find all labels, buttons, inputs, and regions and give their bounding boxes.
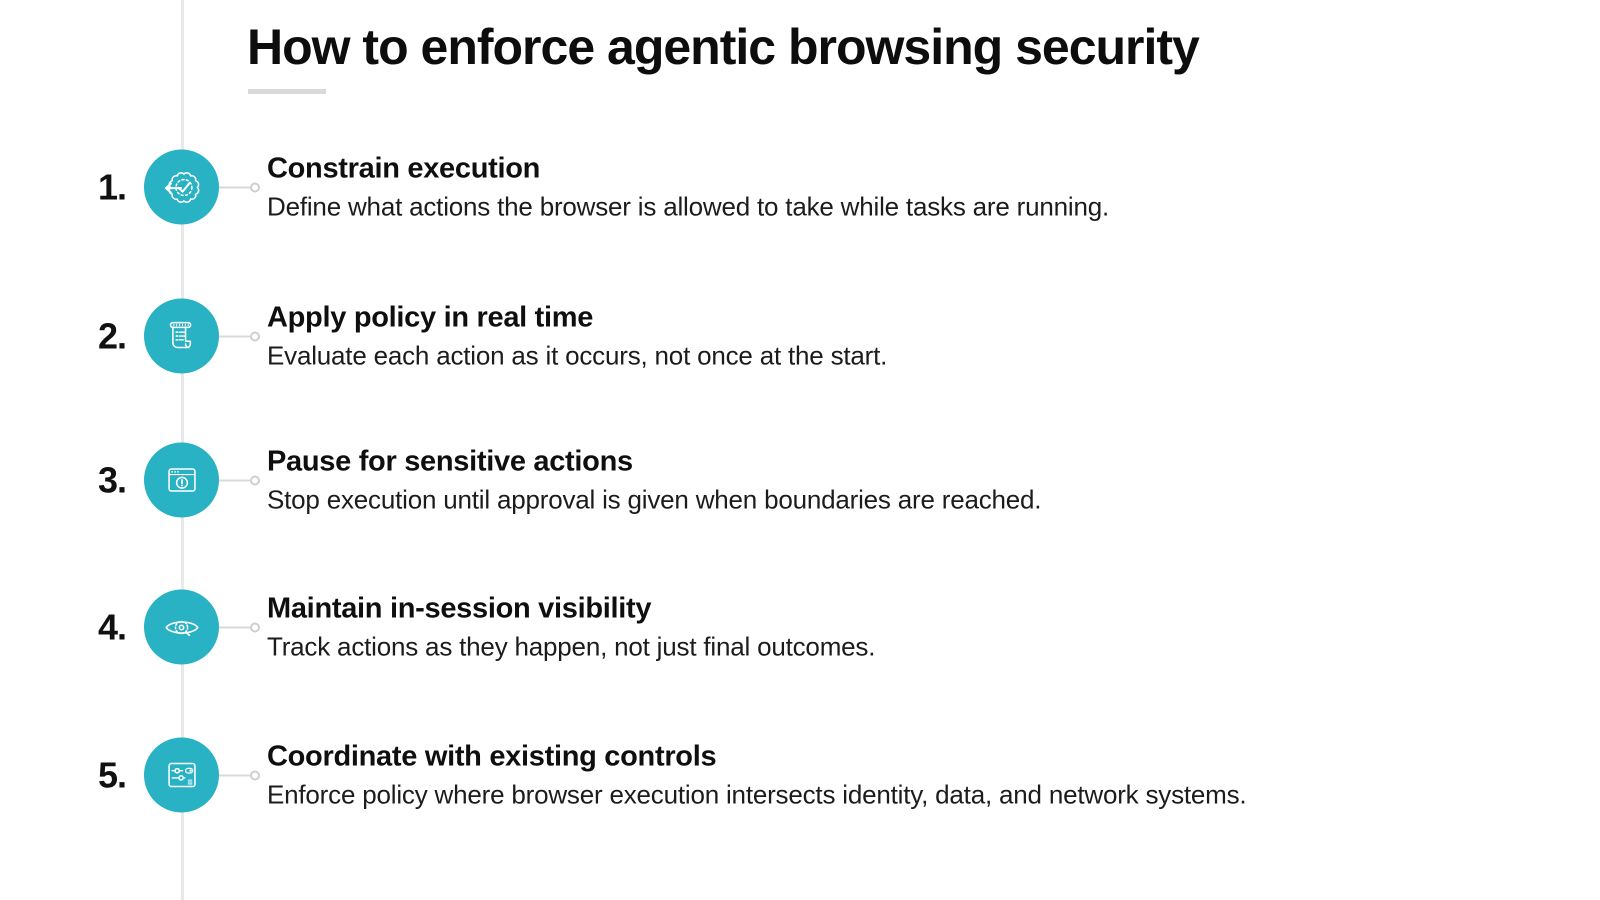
step-description: Define what actions the browser is allowed to take while tasks are running.	[267, 191, 1109, 222]
connector-line	[219, 626, 250, 628]
step-icon-circle	[144, 150, 219, 225]
step-row-2	[0, 299, 1600, 374]
step-row-1	[0, 150, 1600, 225]
step-number: 2.	[97, 315, 126, 356]
step-number: 5.	[97, 754, 126, 795]
step-texts	[267, 299, 887, 374]
connector-ring	[250, 331, 260, 341]
step-icon-circle	[144, 738, 219, 813]
step-title: Constrain execution	[267, 152, 541, 185]
gear-check-icon	[159, 164, 205, 210]
page-header	[247, 19, 1199, 75]
step-title: Apply policy in real time	[267, 301, 594, 334]
policy-scroll-icon	[159, 313, 205, 359]
step-number: 3.	[97, 459, 126, 500]
connector-ring	[250, 770, 260, 780]
connector-ring	[250, 475, 260, 485]
step-title: Maintain in-session visibility	[267, 592, 652, 625]
step-icon-circle	[144, 299, 219, 374]
step-icon-circle	[144, 443, 219, 518]
settings-sliders-icon	[159, 752, 205, 798]
connector-line	[219, 774, 250, 776]
connector-ring	[250, 182, 260, 192]
eye-magnifier-icon	[159, 604, 205, 650]
page-title: How to enforce agentic browsing security	[247, 19, 1199, 75]
step-texts	[267, 590, 875, 665]
step-number: 1.	[97, 166, 126, 207]
step-texts	[267, 443, 1041, 518]
step-description: Track actions as they happen, not just final outcomes.	[267, 631, 876, 662]
step-icon-circle	[144, 590, 219, 665]
step-row-5	[0, 738, 1600, 813]
step-texts	[267, 150, 1109, 225]
title-underline	[248, 89, 326, 94]
step-row-3	[0, 443, 1600, 518]
connector-line	[219, 335, 250, 337]
connector-line	[219, 479, 250, 481]
connector-line	[219, 186, 250, 188]
step-description: Evaluate each action as it occurs, not once at the start.	[267, 340, 888, 371]
connector-ring	[250, 622, 260, 632]
step-title: Coordinate with existing controls	[267, 740, 717, 773]
step-description: Enforce policy where browser execution intersects identity, data, and network systems.	[267, 779, 1247, 810]
step-texts	[267, 738, 1246, 813]
step-description: Stop execution until approval is given when boundaries are reached.	[267, 484, 1042, 515]
browser-alert-icon	[159, 457, 205, 503]
step-title: Pause for sensitive actions	[267, 445, 633, 478]
step-row-4	[0, 590, 1600, 665]
step-number: 4.	[97, 606, 126, 647]
